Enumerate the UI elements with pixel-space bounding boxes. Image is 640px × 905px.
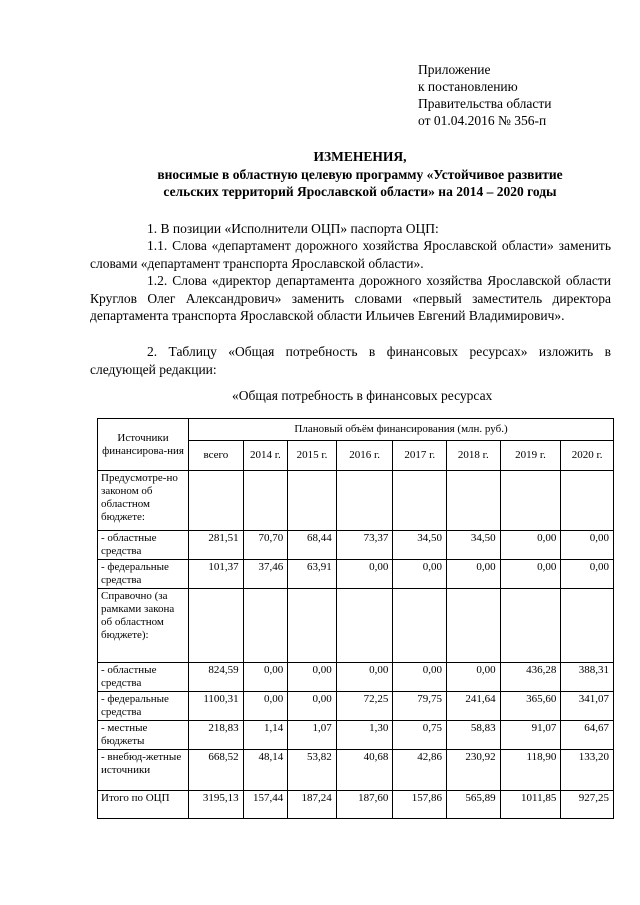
appendix-line: Правительства области xyxy=(418,96,552,111)
table-cell xyxy=(189,471,244,531)
table-cell: 68,44 xyxy=(288,531,337,560)
header-year: 2018 г. xyxy=(447,441,501,471)
row-label: - областные средства xyxy=(98,663,189,692)
table-cell xyxy=(500,471,561,531)
table-row xyxy=(98,531,614,560)
row-label: - федеральные средства xyxy=(98,560,189,589)
row-label: - областные средства xyxy=(98,531,189,560)
table-cell: 79,75 xyxy=(393,692,447,721)
table-cell: 58,83 xyxy=(447,721,501,750)
table-cell: 0,00 xyxy=(561,560,614,589)
table-cell: 37,46 xyxy=(243,560,288,589)
header-year: 2015 г. xyxy=(288,441,337,471)
table-cell xyxy=(243,589,288,663)
table-cell: 73,37 xyxy=(336,531,393,560)
table-row xyxy=(98,560,614,589)
table-cell: 565,89 xyxy=(447,791,501,819)
table-cell xyxy=(393,471,447,531)
appendix-line: от 01.04.2016 № 356-п xyxy=(418,113,547,128)
header-year: 2017 г. xyxy=(393,441,447,471)
table-cell xyxy=(288,589,337,663)
table-cell: 0,00 xyxy=(500,560,561,589)
table-cell xyxy=(447,471,501,531)
table-cell: 0,00 xyxy=(447,663,501,692)
paragraph-1-2: 1.2. Слова «директор департамента дорожного хозяйства Ярославской области Круглов Олег Александрович» заменить словами «первый заместитель директора департамента транспорта Ярославской области Ильичев Евгений Владимирович». xyxy=(90,273,611,323)
appendix-block xyxy=(418,61,551,129)
table-cell: 133,20 xyxy=(561,750,614,791)
paragraph-2: 2. Таблицу «Общая потребность в финансовых ресурсах» изложить в следующей редакции: xyxy=(90,344,611,377)
table-cell: 0,00 xyxy=(393,663,447,692)
table-row xyxy=(98,750,614,791)
table-cell: 1100,31 xyxy=(189,692,244,721)
table-cell: 72,25 xyxy=(336,692,393,721)
table-cell: 927,25 xyxy=(561,791,614,819)
table-cell: 34,50 xyxy=(393,531,447,560)
row-label: - федеральные средства xyxy=(98,692,189,721)
table-cell: 101,37 xyxy=(189,560,244,589)
document-subtitle-line2: сельских территорий Ярославской области» на 2014 – 2020 годы xyxy=(163,184,557,199)
table-cell: 436,28 xyxy=(500,663,561,692)
table-cell: 1,14 xyxy=(243,721,288,750)
table-cell: 218,83 xyxy=(189,721,244,750)
table-cell: 824,59 xyxy=(189,663,244,692)
table-cell: 0,00 xyxy=(243,692,288,721)
table-cell: 118,90 xyxy=(500,750,561,791)
table-row xyxy=(98,471,614,531)
document-title: ИЗМЕНЕНИЯ, xyxy=(313,149,407,164)
table-caption: «Общая потребность в финансовых ресурсах xyxy=(232,388,493,403)
table-cell: 0,00 xyxy=(447,560,501,589)
table-cell: 0,00 xyxy=(500,531,561,560)
table-cell: 1011,85 xyxy=(500,791,561,819)
row-label: Предусмотре-но законом об областном бюджете: xyxy=(98,471,189,531)
row-label: Итого по ОЦП xyxy=(98,791,189,819)
row-label: - внебюд-жетные источники xyxy=(98,750,189,791)
appendix-line: к постановлению xyxy=(418,79,518,94)
table-cell: 34,50 xyxy=(447,531,501,560)
table-cell: 0,00 xyxy=(288,663,337,692)
table-cell xyxy=(447,589,501,663)
table-cell xyxy=(393,589,447,663)
table-row xyxy=(98,589,614,663)
header-source: Источники финансирова-ния xyxy=(98,419,189,471)
table-cell: 1,07 xyxy=(288,721,337,750)
paragraph-1: 1. В позиции «Исполнители ОЦП» паспорта ОЦП: xyxy=(147,221,439,236)
table-cell: 48,14 xyxy=(243,750,288,791)
table-cell: 230,92 xyxy=(447,750,501,791)
table-row-total xyxy=(98,791,614,819)
table-cell: 0,00 xyxy=(288,692,337,721)
appendix-line: Приложение xyxy=(418,62,491,77)
table-cell xyxy=(500,589,561,663)
row-label: - местные бюджеты xyxy=(98,721,189,750)
table-row xyxy=(98,721,614,750)
table-cell: 157,86 xyxy=(393,791,447,819)
table-cell: 157,44 xyxy=(243,791,288,819)
table-cell xyxy=(561,589,614,663)
header-year: 2020 г. xyxy=(561,441,614,471)
financing-table xyxy=(97,418,614,819)
table-cell: 3195,13 xyxy=(189,791,244,819)
table-cell: 0,00 xyxy=(336,560,393,589)
table-cell: 365,60 xyxy=(500,692,561,721)
table-cell xyxy=(336,471,393,531)
table-cell: 341,07 xyxy=(561,692,614,721)
table-cell xyxy=(243,471,288,531)
table-cell: 42,86 xyxy=(393,750,447,791)
header-year: 2019 г. xyxy=(500,441,561,471)
table-cell: 40,68 xyxy=(336,750,393,791)
table-cell: 668,52 xyxy=(189,750,244,791)
table-cell: 0,00 xyxy=(243,663,288,692)
row-label: Справочно (за рамками закона об областном бюджете): xyxy=(98,589,189,663)
table-row xyxy=(98,692,614,721)
table-cell xyxy=(189,589,244,663)
table-cell: 0,00 xyxy=(561,531,614,560)
table-cell: 1,30 xyxy=(336,721,393,750)
table-cell: 0,75 xyxy=(393,721,447,750)
document-subtitle-line1: вносимые в областную целевую программу «Устойчивое развитие xyxy=(157,167,563,182)
table-cell: 91,07 xyxy=(500,721,561,750)
header-year: 2016 г. xyxy=(336,441,393,471)
table-cell: 187,60 xyxy=(336,791,393,819)
header-year: 2014 г. xyxy=(243,441,288,471)
table-cell: 64,67 xyxy=(561,721,614,750)
table-cell: 70,70 xyxy=(243,531,288,560)
header-year: всего xyxy=(189,441,244,471)
paragraph-1-1: 1.1. Слова «департамент дорожного хозяйства Ярославской области» заменить словами «департамент транспорта Ярославской области». xyxy=(90,238,611,271)
table-cell: 63,91 xyxy=(288,560,337,589)
table-cell xyxy=(288,471,337,531)
table-row xyxy=(98,663,614,692)
table-cell: 241,64 xyxy=(447,692,501,721)
table-cell: 187,24 xyxy=(288,791,337,819)
table-cell: 53,82 xyxy=(288,750,337,791)
table-cell: 388,31 xyxy=(561,663,614,692)
table-cell xyxy=(561,471,614,531)
table-cell: 281,51 xyxy=(189,531,244,560)
header-plan: Плановый объём финансирования (млн. руб.) xyxy=(189,419,614,441)
table-cell: 0,00 xyxy=(393,560,447,589)
table-cell xyxy=(336,589,393,663)
table-cell: 0,00 xyxy=(336,663,393,692)
